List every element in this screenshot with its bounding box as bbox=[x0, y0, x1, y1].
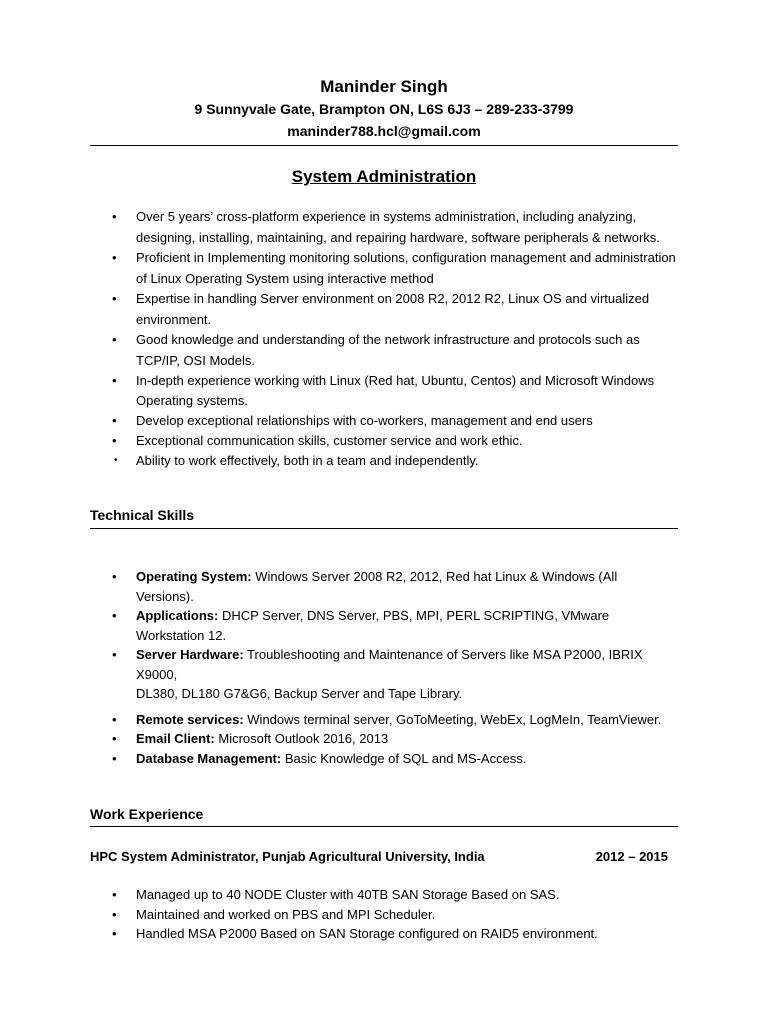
summary-bullet-text: Over 5 years’ cross-platform experience in systems administration, including analyzing, designing, installing, maintaining, and repairing hardware, software peripherals & networks. bbox=[136, 209, 660, 245]
bullet-icon: • bbox=[112, 373, 117, 388]
summary-bullet-text: In-depth experience working with Linux (Red hat, Ubuntu, Centos) and Microsoft Windows Operating systems. bbox=[136, 373, 655, 408]
work-experience-divider bbox=[90, 826, 678, 827]
skill-label: Database Management: bbox=[136, 750, 282, 766]
list-item bbox=[0, 451, 768, 471]
list-item bbox=[0, 729, 768, 749]
list-item bbox=[0, 924, 768, 944]
skill-text: Basic Knowledge of SQL and MS-Access. bbox=[281, 750, 527, 766]
work-experience-heading: Work Experience bbox=[90, 806, 204, 822]
job-bullet-text: Managed up to 40 NODE Cluster with 40TB SAN Storage Based on SAS. bbox=[136, 887, 560, 902]
list-item bbox=[0, 431, 768, 451]
job-title: HPC System Administrator, Punjab Agricultural University, India bbox=[90, 849, 485, 864]
summary-list bbox=[0, 207, 768, 471]
contact-email: maninder788.hcl@gmail.com bbox=[287, 123, 481, 139]
bullet-icon: • bbox=[112, 711, 117, 727]
header-divider bbox=[90, 145, 678, 146]
skill-label: Email Client: bbox=[136, 731, 215, 746]
skill-text: DL380, DL180 G7&G6, Backup Server and Tape Library. bbox=[136, 686, 463, 701]
bullet-icon: • bbox=[112, 569, 117, 584]
bullet-icon: • bbox=[112, 887, 117, 902]
summary-bullet-text: Develop exceptional relationships with co-workers, management and end users bbox=[136, 413, 593, 428]
list-item bbox=[0, 371, 768, 411]
list-item bbox=[0, 905, 768, 925]
bullet-icon: • bbox=[112, 647, 117, 662]
bullet-icon: • bbox=[112, 731, 117, 746]
technical-skills-divider bbox=[90, 528, 678, 529]
skill-label: Server Hardware: bbox=[136, 647, 244, 662]
skill-text: Windows Server 2008 R2, 2012, Red hat Linux & Windows (All Versions). bbox=[136, 569, 618, 604]
list-item bbox=[0, 248, 768, 289]
skill-label: Remote services: bbox=[136, 711, 244, 727]
job-bullet-text: Maintained and worked on PBS and MPI Scheduler. bbox=[136, 906, 436, 922]
list-item bbox=[0, 749, 768, 769]
list-item bbox=[0, 411, 768, 431]
job-header bbox=[90, 847, 668, 866]
bullet-icon: • bbox=[112, 332, 117, 347]
summary-bullet-text: Good knowledge and understanding of the network infrastructure and protocols such as TCP/IP, OSI Models. bbox=[136, 332, 640, 368]
summary-bullet-text: Exceptional communication skills, customer service and work ethic. bbox=[136, 433, 523, 448]
list-item bbox=[0, 710, 768, 730]
list-item bbox=[0, 885, 768, 905]
bullet-icon: • bbox=[112, 608, 117, 623]
bullet-icon: • bbox=[112, 413, 117, 428]
candidate-name: Maninder Singh bbox=[320, 77, 448, 96]
bullet-icon: • bbox=[112, 926, 117, 941]
list-item bbox=[0, 567, 768, 606]
summary-bullet-text: Expertise in handling Server environment on 2008 R2, 2012 R2, Linux OS and virtualized environment. bbox=[136, 291, 650, 327]
list-item bbox=[0, 207, 768, 248]
bullet-icon: • bbox=[112, 750, 117, 766]
list-item bbox=[0, 606, 768, 645]
bullet-icon: • bbox=[112, 906, 117, 922]
contact-address-phone: 9 Sunnyvale Gate, Brampton ON, L6S 6J3 – 289-233-3799 bbox=[194, 101, 574, 117]
skill-text: Microsoft Outlook 2016, 2013 bbox=[214, 731, 389, 746]
job-bullets bbox=[0, 885, 768, 944]
bullet-icon: • bbox=[112, 209, 117, 224]
bullet-icon: • bbox=[112, 291, 117, 306]
job-bullet-text: Handled MSA P2000 Based on SAN Storage configured on RAID5 environment. bbox=[136, 926, 598, 941]
list-item bbox=[0, 645, 768, 684]
bullet-icon: • bbox=[112, 433, 117, 448]
list-item bbox=[0, 289, 768, 330]
bullet-icon: • bbox=[112, 250, 117, 265]
list-item bbox=[0, 330, 768, 371]
summary-bullet-text: Proficient in Implementing monitoring solutions, configuration management and administration of Linux Operating System using interactive method bbox=[136, 250, 676, 286]
skill-text: Windows terminal server, GoToMeeting, WebEx, LogMeIn, TeamViewer. bbox=[243, 711, 662, 727]
skill-text: DHCP Server, DNS Server, PBS, MPI, PERL SCRIPTING, VMware Workstation 12. bbox=[136, 608, 610, 643]
list-item bbox=[0, 684, 768, 704]
skill-label: Applications: bbox=[136, 608, 219, 623]
summary-title-text: System Administration bbox=[291, 167, 477, 186]
technical-skills-heading: Technical Skills bbox=[90, 507, 195, 523]
job-dates: 2012 – 2015 bbox=[595, 849, 668, 864]
bullet-icon: • bbox=[114, 455, 118, 466]
skill-text: Troubleshooting and Maintenance of Servers like MSA P2000, IBRIX X9000, bbox=[136, 647, 643, 682]
summary-title bbox=[0, 166, 768, 188]
summary-bullet-text: Ability to work effectively, both in a team and independently. bbox=[136, 453, 479, 468]
skill-label: Operating System: bbox=[136, 569, 252, 584]
technical-skills-list bbox=[0, 567, 768, 768]
